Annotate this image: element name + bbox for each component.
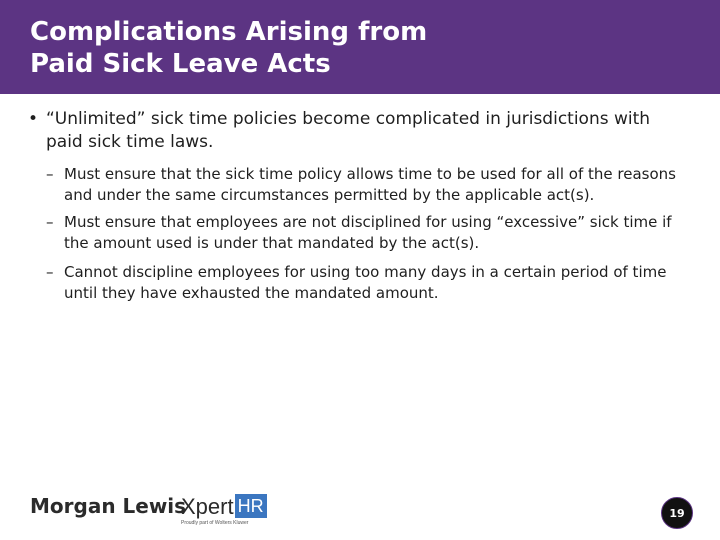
bullet-text: “Unlimited” sick time policies become complicated in jurisdictions with paid sick time laws. bbox=[46, 109, 651, 152]
sub-bullet-item bbox=[46, 262, 696, 304]
sub-bullet-text: Must ensure that the sick time policy allows time to be used for all of the reasons and under the same circumstances permitted by the applicable act(s). bbox=[64, 165, 676, 204]
xperthr-logo-word: Xpert bbox=[181, 494, 234, 519]
slide-title-line-1: Complications Arising from bbox=[30, 17, 428, 47]
slide-footer bbox=[0, 486, 720, 540]
sub-bullet-item bbox=[46, 164, 696, 206]
slide-title-line-2: Paid Sick Leave Acts bbox=[30, 49, 331, 79]
bullet-mark: • bbox=[28, 109, 39, 129]
dash-mark: – bbox=[46, 263, 54, 281]
xperthr-tagline: Proudly part of Wolters Kluwer bbox=[181, 520, 249, 526]
dash-mark: – bbox=[46, 165, 54, 183]
title-bar bbox=[0, 0, 720, 94]
sub-bullet-item bbox=[46, 212, 696, 254]
morgan-lewis-logo: Morgan Lewis bbox=[30, 494, 187, 518]
page-number-badge: 19 bbox=[661, 497, 693, 529]
xperthr-logo bbox=[181, 494, 267, 520]
dash-mark: – bbox=[46, 213, 54, 231]
slide-title bbox=[30, 16, 690, 80]
sub-bullet-text: Must ensure that employees are not disciplined for using “excessive” sick time if the amount used is under that mandated by the act(s). bbox=[64, 213, 672, 252]
sub-bullet-text: Cannot discipline employees for using too many days in a certain period of time until they have exhausted the mandated amount. bbox=[64, 263, 667, 302]
bullet-item bbox=[28, 108, 678, 154]
xperthr-logo-box: HR bbox=[235, 494, 267, 518]
